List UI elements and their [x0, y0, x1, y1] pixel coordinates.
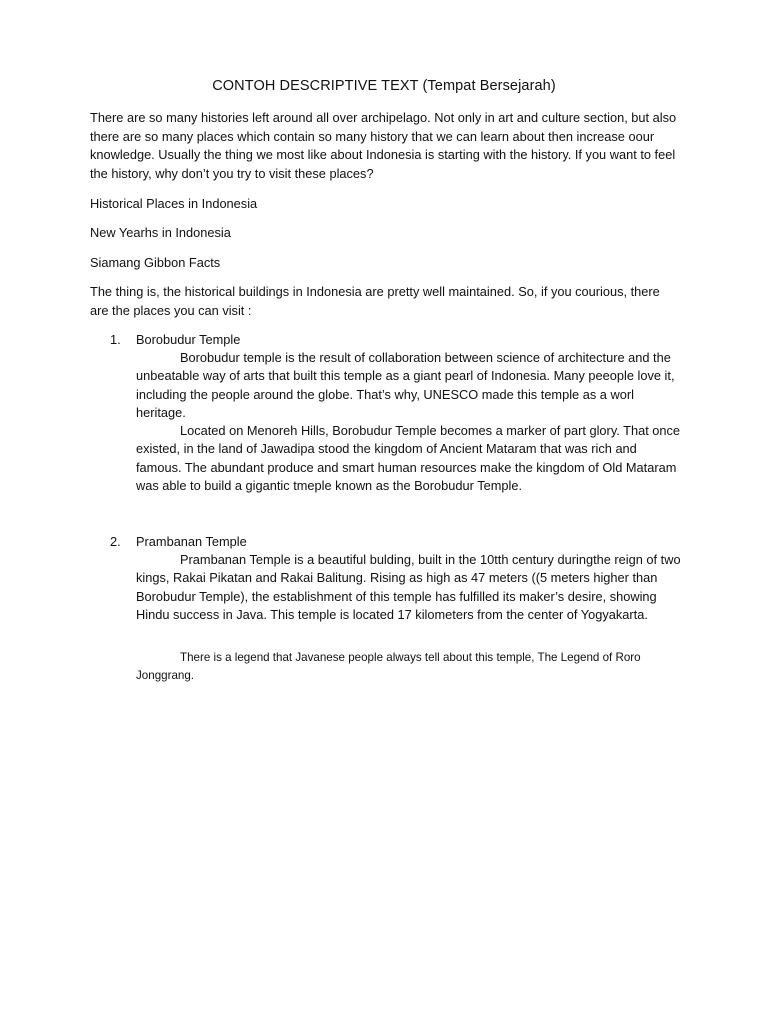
list-body — [136, 349, 684, 495]
related-link-siamang-gibbon: Siamang Gibbon Facts — [90, 255, 221, 270]
related-link-historical-places: Historical Places in Indonesia — [90, 196, 258, 211]
list-number: 1. — [110, 332, 121, 347]
body-paragraph: There is a legend that Javanese people always tell about this temple, The Legend of Roro Jonggrang. — [136, 651, 641, 682]
list-number: 2. — [110, 534, 121, 549]
intro-paragraph: There are so many histories left around all over archipelago. Not only in art and culture section, but also there are so many places which contain so many history that we can learn about then increase oour knowledge. Usually the thing we most like about Indonesia is starting with the history. If you want to feel the history, why don’t you try to visit these places? — [90, 110, 677, 181]
list-heading: Prambanan Temple — [136, 534, 247, 549]
list-body-note — [136, 649, 684, 684]
list-heading: Borobudur Temple — [136, 332, 241, 347]
page-title: CONTOH DESCRIPTIVE TEXT (Tempat Bersejarah) — [212, 78, 556, 94]
related-link-new-years: New Yearhs in Indonesia — [90, 225, 231, 240]
body-paragraph: Prambanan Temple is a beautiful bulding, built in the 10tth century duringthe reign of two kings, Rakai Pikatan and Rakai Balitung. Rising as high as 47 meters ((5 meters higher than Borobudur Temple), the establishment of this temple has fulfilled its maker’s desire, showing Hindu success in Java. This temple is located 17 kilometers from the center of Yogyakarta. — [136, 552, 681, 622]
body-paragraph: Borobudur temple is the result of collaboration between science of architecture and the unbeatable way of arts that built this temple as a giant pearl of Indonesia. Many peeople love it, including the people around the globe. That’s why, UNESCO made this temple as a worl heritage. — [136, 350, 675, 420]
lead-paragraph: The thing is, the historical buildings in Indonesia are pretty well maintained. So, if you courious, there are the places you can visit : — [90, 284, 660, 318]
body-paragraph: Located on Menoreh Hills, Borobudur Temple becomes a marker of part glory. That once existed, in the land of Jawadipa stood the kingdom of Ancient Mataram that was rich and famous. The abundant produce and smart human resources make the kingdom of Old Mataram was able to build a gigantic tmeple known as the Borobudur Temple. — [136, 423, 681, 494]
list-body — [136, 551, 684, 624]
